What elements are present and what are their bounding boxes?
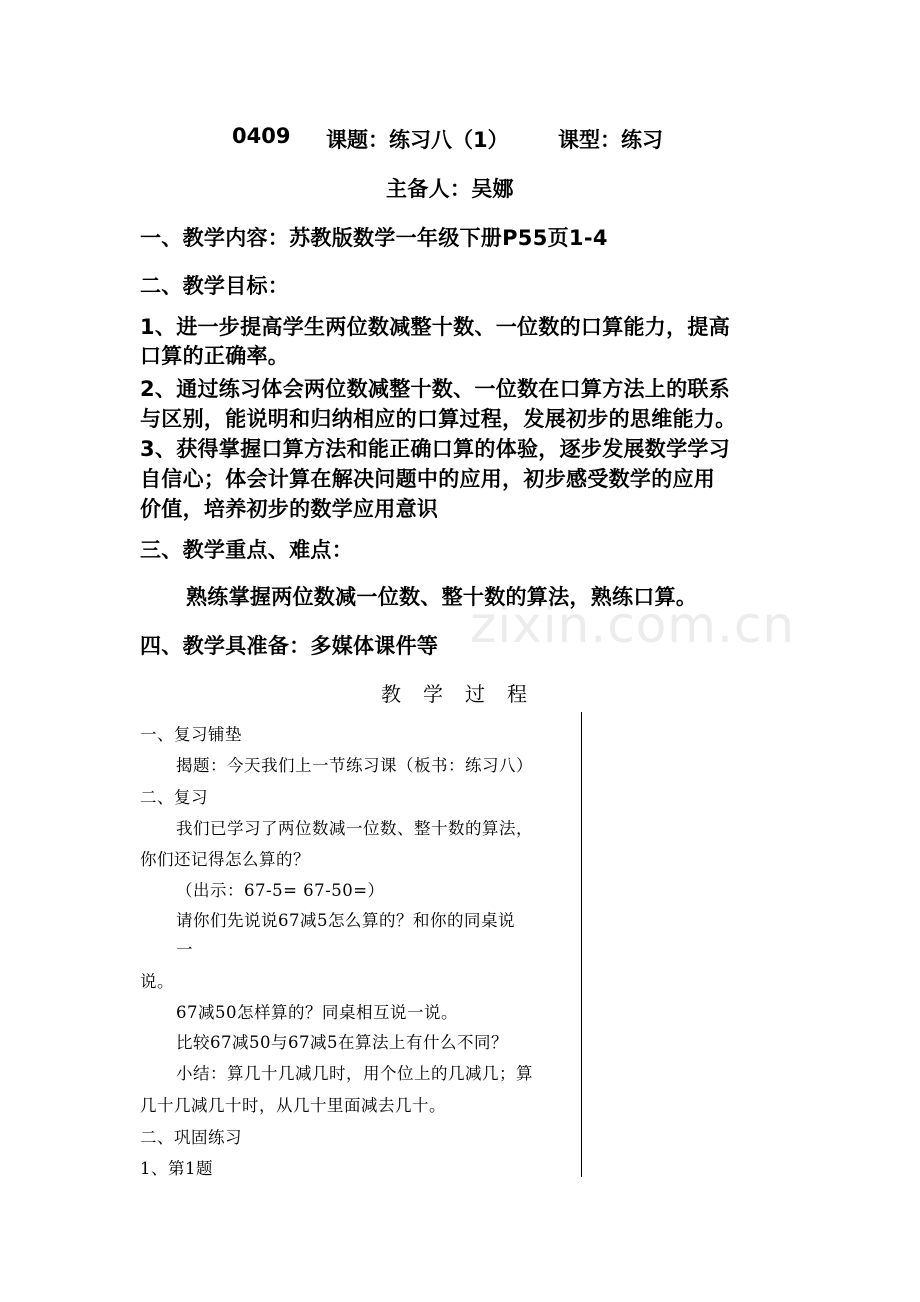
process-line: 揭题：今天我们上一节练习课（板书：练习八） bbox=[176, 756, 533, 775]
goal-2-line-2: 与区别，能说明和归纳相应的口算过程，发展初步的思维能力。 bbox=[140, 407, 737, 431]
key-text: 熟练掌握两位数减一位数、整十数的算法，熟练口算。 bbox=[186, 585, 698, 609]
lesson-type: 课型：练习 bbox=[558, 128, 663, 152]
goal-1-line-2: 口算的正确率。 bbox=[140, 344, 290, 368]
process-line: 你们还记得怎么算的？ bbox=[140, 850, 310, 869]
process-line: 比较67减50与67减5在算法上有什么不同？ bbox=[176, 1033, 508, 1052]
process-line: 请你们先说说67减5怎么算的？和你的同桌说 bbox=[176, 911, 515, 930]
goal-3-line-2: 自信心；体会计算在解决问题中的应用，初步感受数学的应用 bbox=[140, 467, 716, 491]
goals-heading: 二、教学目标： bbox=[140, 274, 290, 298]
process-line: 几十几减几十时，从几十里面减去几十。 bbox=[140, 1096, 446, 1115]
prep: 四、教学具准备：多媒体课件等 bbox=[140, 634, 439, 658]
process-line: 我们已学习了两位数减一位数、整十数的算法， bbox=[176, 819, 533, 838]
goal-1-line-1: 1、进一步提高学生两位数减整十数、一位数的口算能力，提高 bbox=[140, 315, 731, 339]
process-line: 67减50怎样算的？同桌相互说一说。 bbox=[176, 1003, 458, 1022]
process-heading: 教 学 过 程 bbox=[381, 682, 528, 706]
process-line: 一、复习铺垫 bbox=[140, 725, 242, 744]
lesson-code: 0409 bbox=[232, 124, 291, 148]
goal-2-line-1: 2、通过练习体会两位数减整十数、一位数在口算方法上的联系 bbox=[140, 377, 731, 401]
goal-3-line-3: 价值，培养初步的数学应用意识 bbox=[140, 497, 439, 521]
goal-3-line-1: 3、获得掌握口算方法和能正确口算的体验，逐步发展数学学习 bbox=[140, 437, 731, 461]
process-line: 说。 bbox=[140, 972, 174, 991]
watermark: zixin.com.cn bbox=[470, 596, 796, 654]
process-line: 二、巩固练习 bbox=[140, 1128, 242, 1147]
process-divider bbox=[581, 712, 582, 1177]
lesson-topic: 课题：练习八（1） bbox=[326, 128, 509, 152]
process-line: （出示：67-5= 67-50=） bbox=[176, 881, 385, 900]
author: 主备人：吴娜 bbox=[386, 177, 514, 201]
process-line: 小结：算几十几减几时，用个位上的几减几；算 bbox=[176, 1064, 533, 1083]
teaching-content: 一、教学内容：苏教版数学一年级下册P55页1-4 bbox=[140, 226, 608, 250]
key-heading: 三、教学重点、难点： bbox=[140, 538, 353, 562]
process-line: 二、复习 bbox=[140, 788, 208, 807]
process-line: 一 bbox=[176, 940, 193, 959]
title-line bbox=[0, 118, 920, 158]
process-line: 1、第1题 bbox=[140, 1159, 213, 1178]
